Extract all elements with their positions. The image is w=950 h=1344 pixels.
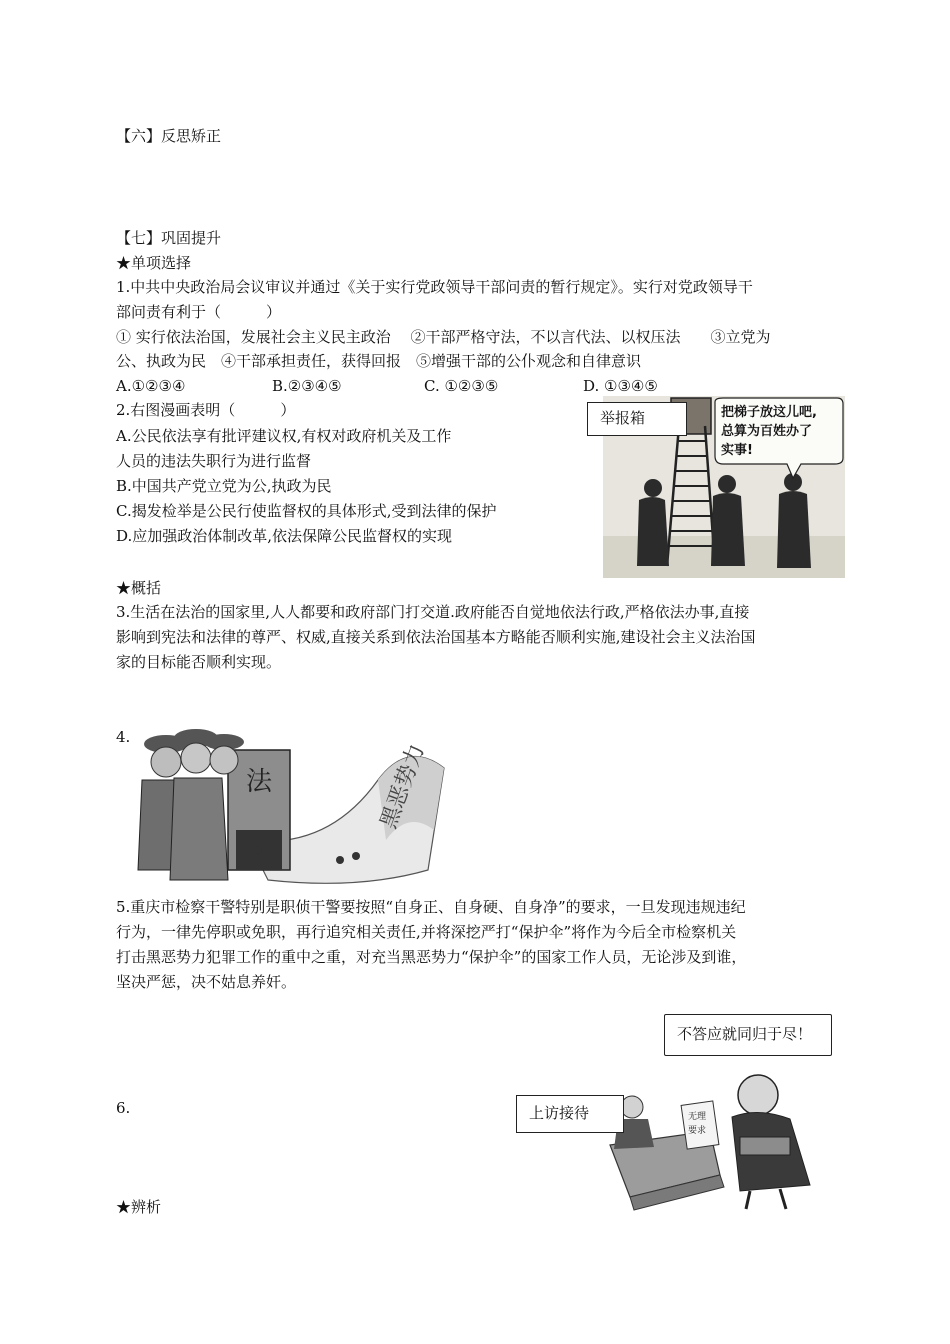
q1-line2: 部问责有利于（ ）	[116, 303, 282, 321]
road-text: 黑恶势力	[376, 740, 430, 833]
q2-option-a-line1: A.公民依法享有批评建议权,有权对政府机关及工作	[116, 427, 452, 445]
q4-label: 4.	[116, 728, 131, 746]
q1-option-b: B.②③④⑤	[272, 377, 342, 395]
q5-line2: 行为，一律先停职或免职，再行追究相关责任,并将深挖严打“保护伞”将作为今后全市检察机关	[116, 923, 737, 941]
section-six-heading: 【六】反思矫正	[116, 127, 222, 145]
q1-option-d: D. ①③④⑤	[583, 377, 658, 395]
q6-label: 6.	[116, 1099, 131, 1117]
single-choice-heading: ★单项选择	[116, 254, 192, 272]
analysis-heading: ★辨析	[116, 1198, 162, 1216]
paper-text2: 要求	[688, 1126, 707, 1136]
petition-cartoon	[600, 1045, 840, 1215]
q2-option-c: C.揭发检举是公民行使监督权的具体形式,受到法律的保护	[116, 502, 497, 520]
bubble-line3: 实事!	[721, 443, 753, 458]
q5-line4: 坚决严惩，决不姑息养奸。	[116, 973, 297, 991]
q3-line3: 家的目标能否顺利实现。	[116, 653, 282, 671]
bubble-line1: 把梯子放这儿吧,	[721, 405, 817, 420]
law-book-cartoon-drawing	[128, 720, 446, 892]
q1-line4: 公、执政为民 ④干部承担责任，获得回报 ⑤增强干部的公仆观念和自律意识	[116, 352, 642, 370]
threat-speech-box: 不答应就同归于尽！	[664, 1014, 832, 1056]
report-box-label: 举报箱	[587, 402, 687, 436]
q3-line2: 影响到宪法和法律的尊严、权威,直接关系到依法治国基本方略能否顺利实施,建设社会主义法治国	[116, 628, 756, 646]
book-char: 法	[246, 767, 273, 797]
q1-line1: 1.中共中央政治局会议审议并通过《关于实行党政领导干部问责的暂行规定》。实行对党政领导干	[116, 278, 753, 296]
q5-line3: 打击黑恶势力犯罪工作的重中之重，对充当黑恶势力“保护伞”的国家工作人员，无论涉及到谁，	[116, 948, 747, 966]
summary-heading: ★概括	[116, 579, 162, 597]
q5-line1: 5.重庆市检察干警特别是职侦干警要按照“自身正、自身硬、自身净”的要求，一旦发现违规违纪	[116, 898, 746, 916]
paper-text1: 无理	[688, 1112, 707, 1122]
law-book-cartoon	[128, 720, 446, 892]
petition-cartoon-drawing	[600, 1045, 840, 1215]
q2-option-b: B.中国共产党立党为公,执政为民	[116, 477, 332, 495]
petition-desk-label: 上访接待	[516, 1095, 624, 1133]
q1-option-c: C. ①②③⑤	[424, 377, 499, 395]
q3-line1: 3.生活在法治的国家里,人人都要和政府部门打交道.政府能否自觉地依法行政,严格依法办事,直接	[116, 603, 750, 621]
q2-option-d: D.应加强政治体制改革,依法保障公民监督权的实现	[116, 527, 453, 545]
bubble-line2: 总算为百姓办了	[721, 424, 813, 439]
q2-option-a-line2: 人员的违法失职行为进行监督	[116, 452, 312, 470]
q1-line3: ① 实行依法治国，发展社会主义民主政治 ②干部严格守法，不以言代法、以权压法 ③立党为	[116, 328, 771, 346]
section-seven-heading: 【七】巩固提升	[116, 229, 222, 247]
q1-option-a: A.①②③④	[116, 377, 186, 395]
q2-stem: 2.右图漫画表明（ ）	[116, 401, 296, 419]
